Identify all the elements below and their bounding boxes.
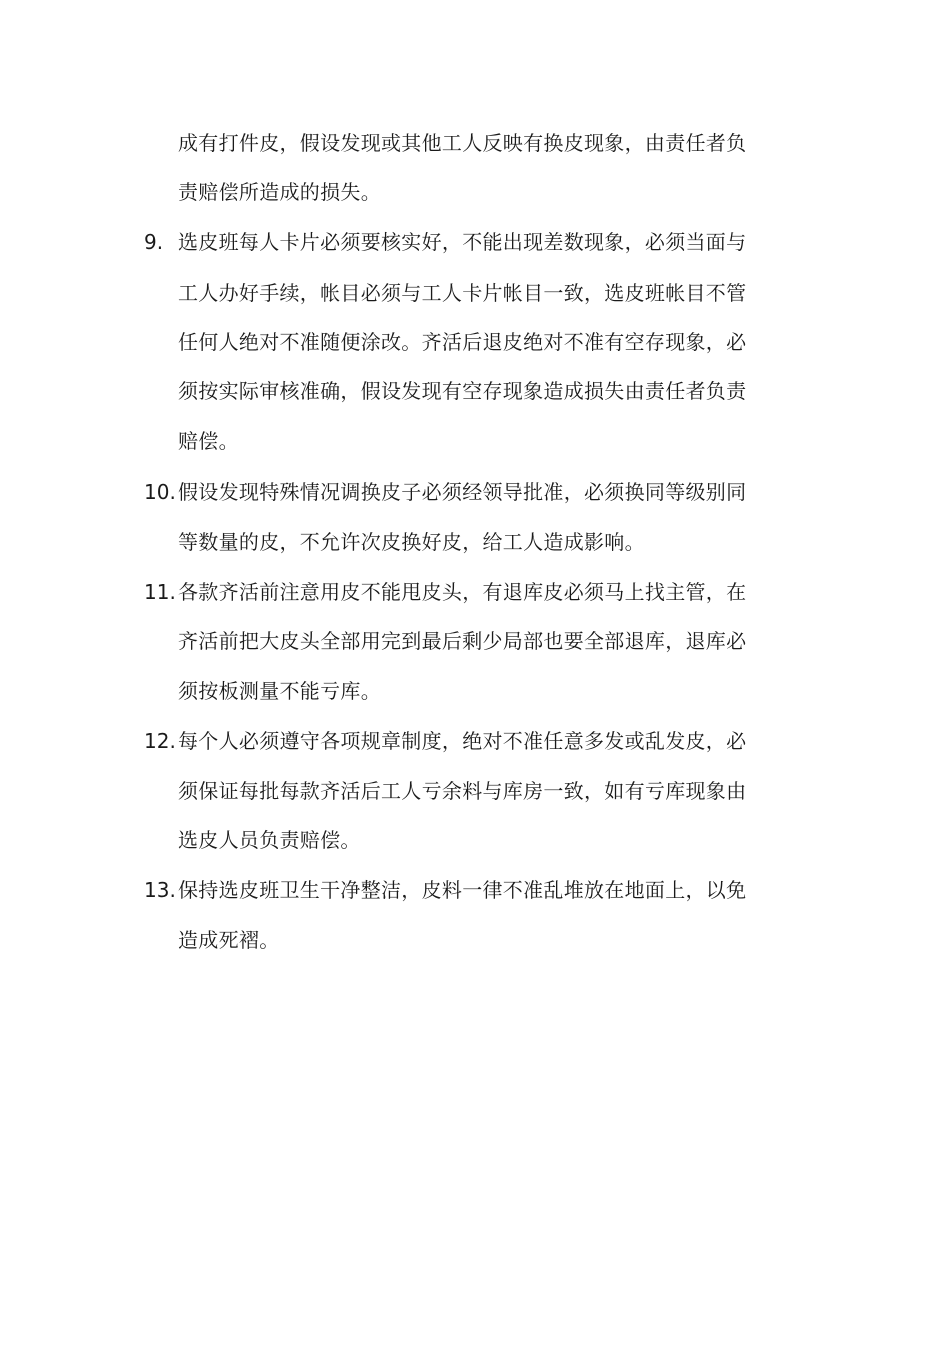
item-12-line-1: 每个人必须遵守各项规章制度，绝对不准任意多发或乱发皮，必 [178, 729, 747, 753]
item-13-line-2: 造成死褶。 [178, 928, 280, 952]
item-11-number: 11. [144, 580, 176, 604]
item-11-line-1: 各款齐活前注意用皮不能甩皮头，有退库皮必须马上找主管，在 [178, 580, 747, 604]
item-9-line-1: 选皮班每人卡片必须要核实好，不能出现差数现象，必须当面与 [178, 230, 747, 254]
item-12-line-3: 选皮人员负责赔偿。 [178, 828, 361, 852]
item-12-line-2: 须保证每批每款齐活后工人亏余料与库房一致，如有亏库现象由 [178, 779, 747, 803]
item-9-line-5: 赔偿。 [178, 429, 239, 453]
item-9-line-3: 任何人绝对不准随便涂改。齐活后退皮绝对不准有空存现象，必 [178, 330, 747, 354]
item-9-line-4: 须按实际审核准确，假设发现有空存现象造成损失由责任者负责 [178, 379, 747, 403]
item-10-line-2: 等数量的皮，不允许次皮换好皮，给工人造成影响。 [178, 530, 645, 554]
item-11-line-2: 齐活前把大皮头全部用完到最后剩少局部也要全部退库，退库必 [178, 629, 747, 653]
item-8-line-1: 成有打件皮，假设发现或其他工人反映有换皮现象，由责任者负 [178, 131, 747, 155]
item-8-line-2: 责赔偿所造成的损失。 [178, 180, 381, 204]
item-12-number: 12. [144, 729, 176, 753]
item-10-line-1: 假设发现特殊情况调换皮子必须经领导批准，必须换同等级别同 [178, 480, 747, 504]
item-11-line-3: 须按板测量不能亏库。 [178, 679, 381, 703]
item-9-number: 9. [144, 230, 164, 254]
item-13-number: 13. [144, 878, 176, 902]
item-9-line-2: 工人办好手续，帐目必须与工人卡片帐目一致，选皮班帐目不管 [178, 281, 747, 305]
item-10-number: 10. [144, 480, 176, 504]
item-13-line-1: 保持选皮班卫生干净整洁，皮料一律不准乱堆放在地面上，以免 [178, 878, 747, 902]
